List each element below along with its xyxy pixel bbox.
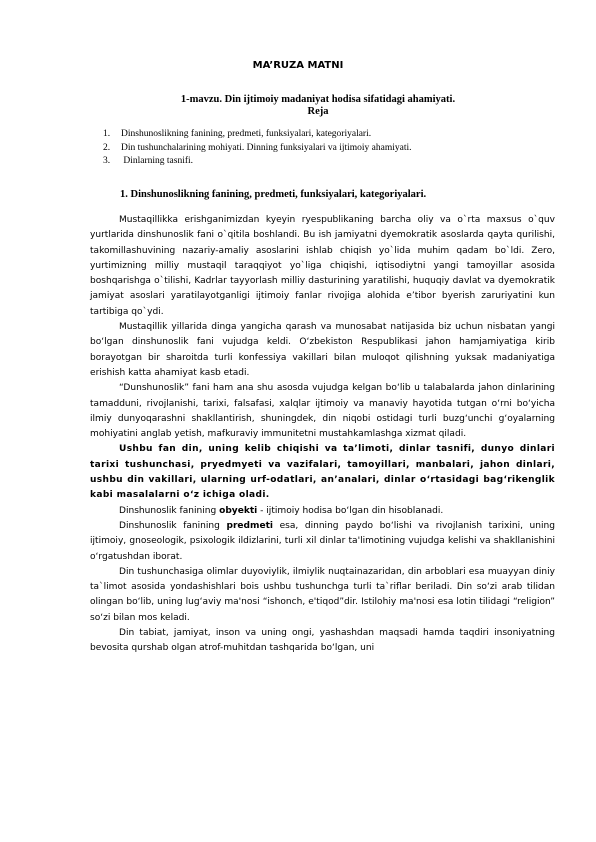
- plan-label: Reja: [307, 106, 329, 117]
- plan-item-text: Dinlarning tasnifi.: [121, 156, 194, 166]
- paragraph: Din tushunchasiga olimlar duyoviylik, ilmiylik nuqtainazaridan, din arboblari esa muayyan diniy ta`limot asosida yondashishlari bois ushbu tushunchga turli ta`riflar beriladi. Din so‘zi arab tilidan olingan bo‘lib, uning lug‘aviy ma'nosi “ishonch, e'tiqod”dir. Istilohiy ma'nosi esa lotin tilidagi “religion” so‘zi bilan mos keladi.: [90, 566, 555, 623]
- paragraph: [90, 504, 555, 519]
- plan-item-number: 2.: [103, 142, 111, 153]
- page-title: MA’RUZA MATNI: [252, 60, 344, 71]
- plan-item: [103, 128, 523, 142]
- text-run: esa, dinning paydo bo‘lishi va rivojlanish tarixini, uning ijtimoiy, gnoseologik, psixologik ildizlarini, turli xil dinlar ta'limotining vujudga kelishi va shakllanishini o‘rgatushdan iborat.: [90, 520, 555, 562]
- plan-item: [103, 155, 523, 169]
- paragraph: Mustaqillikka erishganimizdan kyeyin ryespublikaning barcha oliy va o`rta maxsus o`quv yurtlarida dinshunoslik fani o`qitila boshlandi. Bu ish jamiyatni dyemokratik asoslarda qayta qurilishi, takomillashuvining nazariy-amaliy asoslarini ishlab chiqish yo`lida muhim qadam bo`ldi. Zero, yurtimizning milliy mustaqil taraqqiyot yo`liga chiqishi, iqtisodiytni yangi tamoyillar asosida boshqarishga o`tilishi, Kadrlar tayyorlash milliy dasturining yaratilishi, huquqiy davlat va dyemokratik jamiyat asoslari yaratilayotganligi ijtimoiy fanlar rivojiga alohida e’tibor byerish zaruriyatini kun tartibiga qo`ydi.: [90, 215, 555, 317]
- bold-term: obyekti: [219, 505, 258, 516]
- paragraph: “Dunshunoslik” fani ham ana shu asosda vujudga kelgan bo‘lib u talabalarda jahon dinlarining tamadduni, rivojlanishi, tarixi, falsafasi, xalqlar ijtimoiy va manaviy hayotida tutgan o‘rni bo‘yicha ilmiy dunyoqarashni shakllantirish, shuningdek, din niqobi ostidagi turli buzg‘unchi g‘oyalarning mohiyatini anglab yetish, mafkuraviy immunitetni mustahkamlashga xizmat qiladi.: [90, 383, 555, 440]
- text-run: Dinshunoslik fanining: [119, 505, 220, 516]
- paragraph-bold: Ushbu fan din, uning kelib chiqishi va ta’limoti, dinlar tasnifi, dunyo dinlari tarixi tushunchasi, pryedmyeti va vazifalari, tamoyillari, manbalari, jahon dinlari, ushbu din vakillari, ularning urf-odatlari, an’analari, dinlar o‘rtasidagi bag‘rikenglik kabi masalalarni o‘z ichiga oladi.: [90, 444, 555, 501]
- text-run: - ijtimoiy hodisa bo‘lgan din hisoblanadi.: [257, 505, 444, 516]
- paragraph: [90, 519, 555, 565]
- paragraph: Mustaqillik yillarida dinga yangicha qarash va munosabat natijasida biz uchun nisbatan yangi bo‘lgan dinshunoslik fani vujudga keldi. O‘zbekiston Respublikasi jahon hamjamiyatiga kirib borayotgan bir sharoitda turli konfessiya vakillari bilan muloqot qilishning yuksak madaniyatiga erishish katta ahamiyat kasb etadi.: [90, 322, 555, 378]
- paragraph: Din tabiat, jamiyat, inson va uning ongi, yashashdan maqsadi hamda taqdiri insoniyatning bevosita qurshab olgan atrof-muhitdan tashqarida bo‘lgan, uni: [90, 628, 555, 654]
- topic-heading: 1-mavzu. Din ijtimoiy madaniyat hodisa sifatidagi ahamiyati.: [180, 94, 456, 105]
- plan-item-number: 1.: [103, 129, 111, 139]
- text-run: Dinshunoslik fanining: [119, 520, 227, 531]
- bold-term: predmeti: [226, 520, 274, 531]
- plan-item-number: 3.: [103, 156, 111, 166]
- plan-item-text: Dinshunoslikning fanining, predmeti, funksiyalari, kategoriyalari.: [121, 129, 372, 139]
- plan-item: [103, 142, 523, 156]
- body-text: [90, 213, 555, 657]
- plan-list: [103, 128, 523, 169]
- section-heading: 1. Dinshunoslikning fanining, predmeti, funksiyalari, kategoriyalari.: [120, 189, 427, 200]
- plan-item-text: Din tushunchalarining mohiyati. Dinning funksiyalari va ijtimoiy ahamiyati.: [121, 142, 412, 153]
